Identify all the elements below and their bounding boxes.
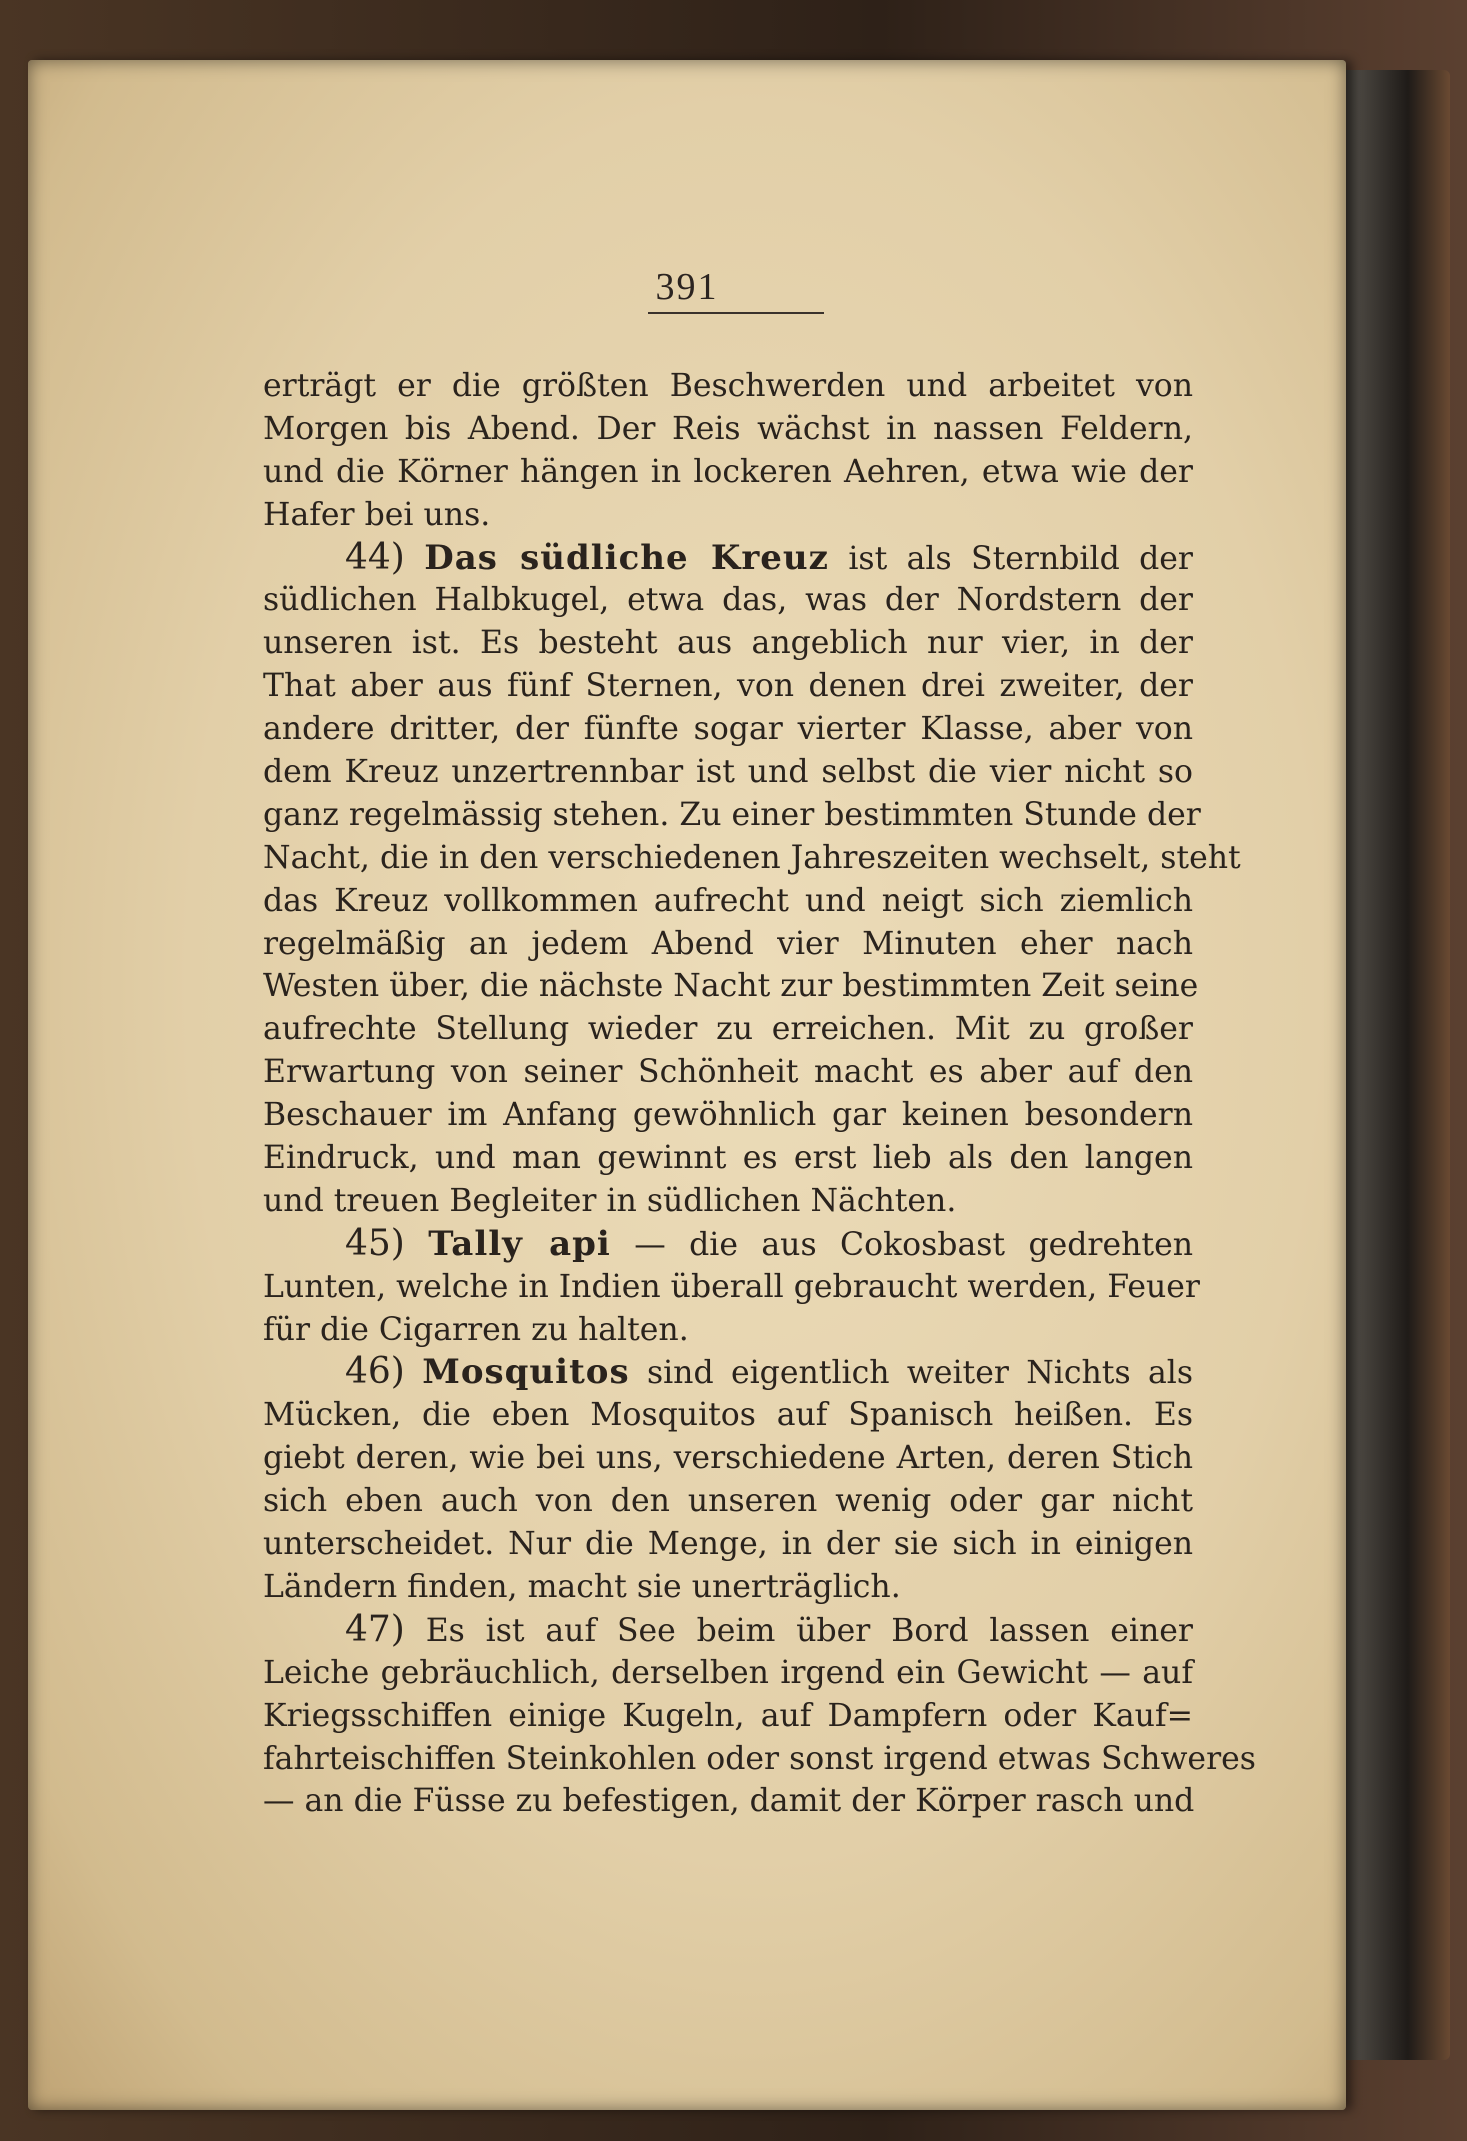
text-line (263, 365, 1193, 408)
line-text: — an die Füsse zu befestigen, damit der Körper rasch und (263, 1783, 1195, 1820)
body-text (263, 365, 1256, 1823)
text-line (263, 1137, 1193, 1180)
text-line (263, 537, 1193, 580)
text-line (263, 1437, 1193, 1480)
text-line (263, 1695, 1193, 1738)
text-line (263, 1266, 1200, 1309)
line-text: und treuen Begleiter in südlichen Nächten. (263, 1182, 957, 1219)
text-line (263, 1523, 1193, 1566)
line-text: andere dritter, der fünfte sogar vierter Klasse, aber von (263, 711, 1193, 748)
line-text: sich eben auch von den unseren wenig oder gar nicht (263, 1483, 1193, 1520)
line-text: — die aus Cokosbast gedrehten (634, 1226, 1194, 1263)
line-text: Ländern finden, macht sie unerträglich. (263, 1568, 901, 1605)
line-text: unterscheidet. Nur die Menge, in der sie sich in einigen (263, 1526, 1193, 1563)
line-text: aufrechte Stellung wieder zu erreichen. Mit zu großer (263, 1011, 1193, 1048)
text-line (263, 1051, 1193, 1094)
text-line (263, 622, 1193, 665)
line-text: fahrteischiffen Steinkohlen oder sonst irgend etwas Schweres (263, 1740, 1256, 1777)
text-line (263, 494, 1193, 537)
note-number: 44) (345, 536, 405, 578)
text-line (263, 1480, 1193, 1523)
line-text: das Kreuz vollkommen aufrecht und neigt sich ziemlich (263, 882, 1193, 919)
note-number: 45) (345, 1222, 405, 1264)
line-text: regelmäßig an jedem Abend vier Minuten eher nach (263, 925, 1193, 962)
text-line (263, 1094, 1193, 1137)
text-line (263, 751, 1193, 794)
text-line (263, 794, 1201, 837)
note-number: 46) (345, 1351, 405, 1393)
line-text: Hafer bei uns. (263, 496, 491, 533)
line-text: erträgt er die größten Beschwerden und arbeitet von (263, 368, 1193, 404)
line-text: unseren ist. Es besteht aus angeblich nur vier, in der (263, 625, 1193, 662)
line-text: südlichen Halbkugel, etwa das, was der Nordstern der (263, 582, 1193, 619)
line-text: giebt deren, wie bei uns, verschiedene Arten, deren Stich (263, 1440, 1193, 1477)
line-text: Westen über, die nächste Nacht zur bestimmten Zeit seine (263, 968, 1199, 1005)
line-text: Es ist auf See beim über Bord lassen einer (425, 1612, 1193, 1649)
line-text: Nacht, die in den verschiedenen Jahreszeiten wechselt, steht (263, 839, 1241, 876)
note-term: Das südliche Kreuz (424, 537, 829, 578)
text-line (263, 1351, 1193, 1394)
text-line (263, 1309, 1193, 1352)
text-line (263, 579, 1193, 622)
text-line (263, 965, 1199, 1008)
line-text: Morgen bis Abend. Der Reis wächst in nassen Feldern, (263, 410, 1193, 447)
line-text: ist als Sternbild der (848, 540, 1193, 577)
page-number: 391 (655, 266, 719, 308)
text-line (263, 1609, 1193, 1652)
note-term: Mosquitos (422, 1352, 630, 1393)
text-line (263, 1008, 1193, 1051)
text-line (263, 451, 1193, 494)
header-rule (648, 312, 824, 314)
text-line (263, 1223, 1193, 1266)
line-text: Leiche gebräuchlich, derselben irgend ein Gewicht — auf (263, 1654, 1193, 1691)
line-text: ganz regelmässig stehen. Zu einer bestimmten Stunde der (263, 796, 1201, 833)
line-text: That aber aus fünf Sternen, von denen drei zweiter, der (263, 668, 1193, 705)
line-text: Kriegsschiffen einige Kugeln, auf Dampfern oder Kauf= (263, 1697, 1193, 1734)
line-text: Eindruck, und man gewinnt es erst lieb als den langen (263, 1140, 1193, 1177)
line-text: und die Körner hängen in lockeren Aehren, etwa wie der (263, 453, 1193, 490)
line-text: Erwartung von seiner Schönheit macht es aber auf den (263, 1054, 1193, 1091)
line-text: Beschauer im Anfang gewöhnlich gar keinen besondern (263, 1097, 1193, 1134)
text-line (263, 408, 1193, 451)
text-line (263, 1180, 1193, 1223)
text-line (263, 665, 1193, 708)
text-line (263, 923, 1193, 966)
line-text: Lunten, welche in Indien überall gebraucht werden, Feuer (263, 1268, 1200, 1305)
text-line (263, 1394, 1193, 1437)
book-page (28, 60, 1346, 2110)
text-line (263, 1652, 1193, 1695)
text-line (263, 708, 1193, 751)
text-line (263, 880, 1193, 923)
line-text: dem Kreuz unzertrennbar ist und selbst die vier nicht so (263, 754, 1193, 791)
text-line (263, 1566, 1193, 1609)
line-text: sind eigentlich weiter Nichts als (646, 1355, 1193, 1392)
line-text: für die Cigarren zu halten. (263, 1311, 689, 1348)
text-line (263, 1780, 1193, 1823)
line-text: Mücken, die eben Mosquitos auf Spanisch heißen. Es (263, 1397, 1193, 1434)
note-number: 47) (345, 1608, 405, 1650)
note-term: Tally api (428, 1223, 611, 1264)
text-line (263, 837, 1241, 880)
text-line (263, 1738, 1256, 1781)
